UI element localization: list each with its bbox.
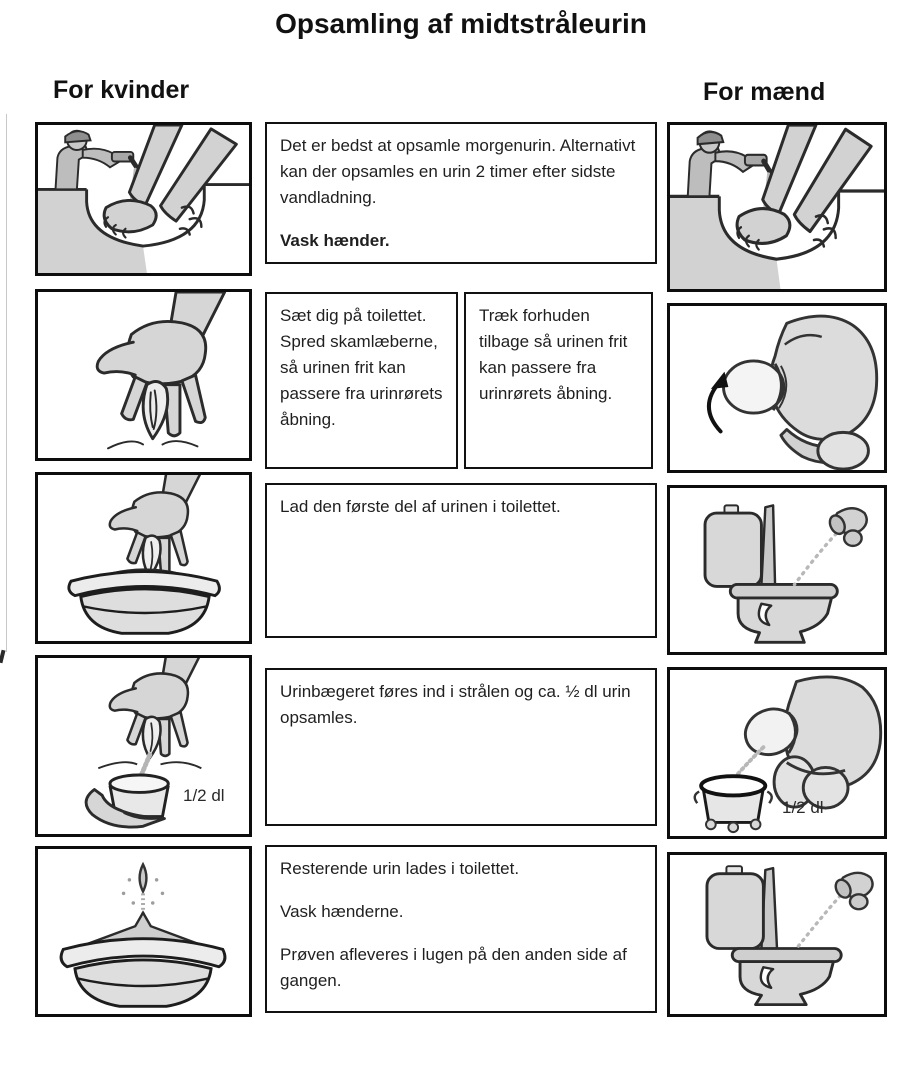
women-step4-frame xyxy=(35,655,252,837)
step3-textbox xyxy=(265,483,657,638)
step1-text: Det er bedst at opsamle morgenurin. Alternativt kan der opsamles en urin 2 timer efter sidste vandladning. xyxy=(280,136,636,207)
step5-textbox xyxy=(265,845,657,1013)
men-step4-frame xyxy=(667,667,887,839)
men-step3-frame xyxy=(667,485,887,655)
first-urine-into-bidet-illustration xyxy=(38,475,249,641)
step1-bold-text: Vask hænder. xyxy=(280,231,390,250)
step2-women-text: Sæt dig på toilettet. Spred skamlæberne, så urinen frit kan passere fra urinrørets åbning. xyxy=(280,306,443,429)
pulling-foreskin-back-illustration xyxy=(670,306,884,470)
scan-edge-mark xyxy=(0,650,6,664)
step5-text-2: Vask hænderne. xyxy=(280,902,404,921)
step4-text: Urinbægeret føres ind i strålen og ca. ½ dl urin opsamles. xyxy=(280,682,631,727)
men-step2-frame xyxy=(667,303,887,473)
hand-spreading-labia-illustration xyxy=(38,292,249,458)
step2-women-textbox xyxy=(265,292,458,469)
women-step5-frame xyxy=(35,846,252,1017)
women-column-header: For kvinder xyxy=(53,76,190,104)
collecting-urine-in-cup-illustration xyxy=(38,658,249,834)
scan-edge-line xyxy=(6,114,7,652)
women-step3-frame xyxy=(35,472,252,644)
step4-textbox xyxy=(265,668,657,826)
step5-text-1: Resterende urin lades i toilettet. xyxy=(280,859,520,878)
women-step2-frame xyxy=(35,289,252,461)
page-title: Opsamling af midtstråleurin xyxy=(275,8,647,39)
first-urine-into-toilet-illustration xyxy=(670,488,884,652)
step3-text: Lad den første del af urinen i toilettet. xyxy=(280,497,561,516)
step5-text-3: Prøven afleveres i lugen på den anden side af gangen. xyxy=(280,945,627,990)
men-step5-frame xyxy=(667,852,887,1017)
step2-men-text: Træk forhuden tilbage så urinen frit kan passere fra urinrørets åbning. xyxy=(479,306,628,403)
step2-men-textbox xyxy=(464,292,653,469)
men-step1-frame xyxy=(667,122,887,292)
remaining-urine-into-toilet-illustration xyxy=(670,855,884,1014)
half-dl-label-men: 1/2 dl xyxy=(782,798,824,817)
hands-washing-illustration xyxy=(670,125,884,289)
hands-washing-illustration xyxy=(38,125,249,273)
collecting-urine-in-cup-illustration xyxy=(670,670,884,836)
remaining-urine-into-bidet-illustration xyxy=(38,849,249,1014)
half-dl-label-women: 1/2 dl xyxy=(183,786,225,805)
men-column-header: For mænd xyxy=(703,78,826,106)
women-step1-frame xyxy=(35,122,252,276)
step1-textbox xyxy=(265,122,657,264)
